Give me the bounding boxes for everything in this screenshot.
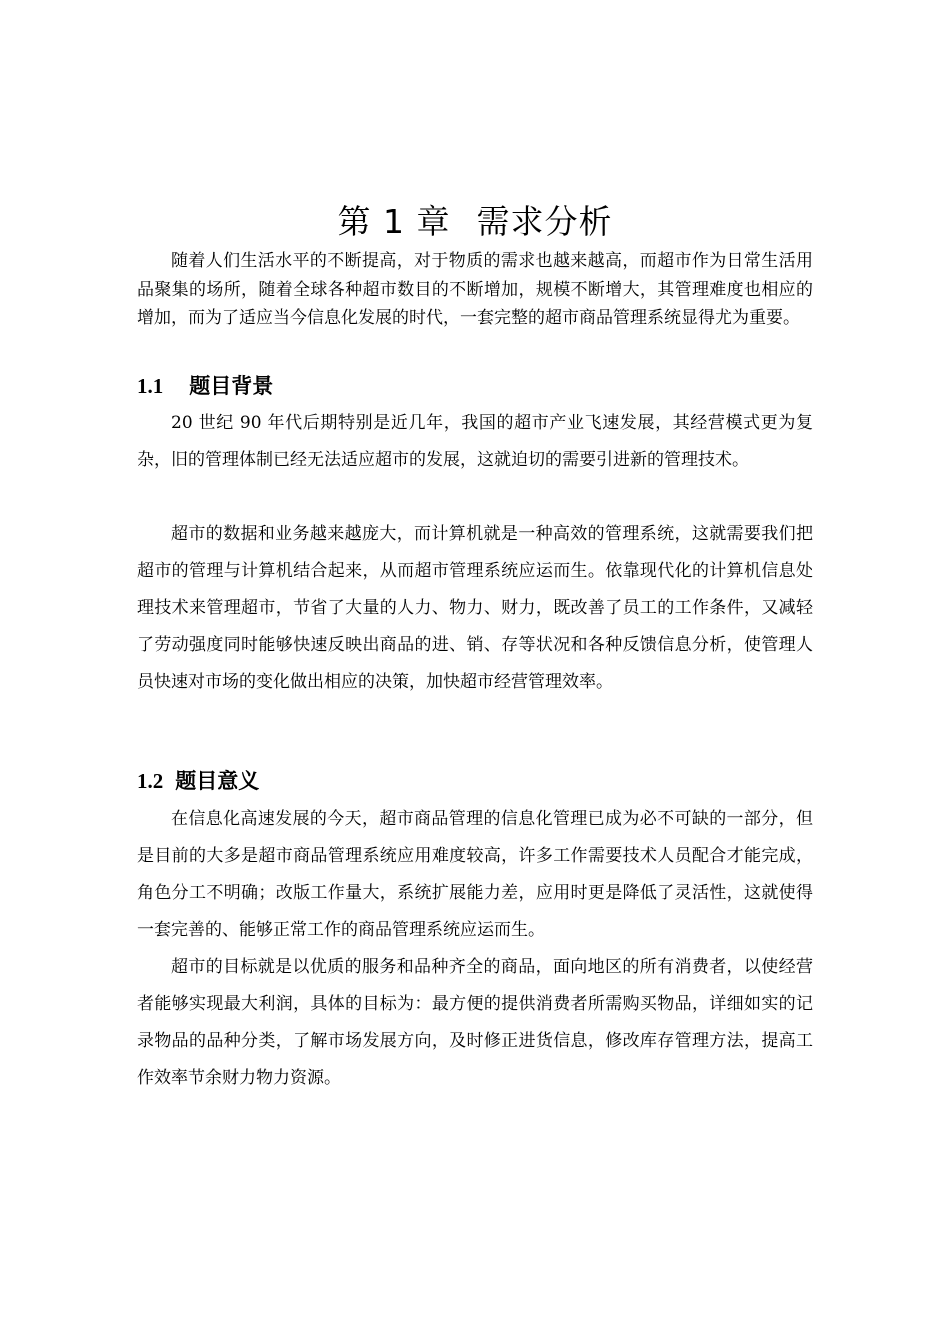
chapter-name: 需求分析 (476, 202, 613, 242)
section-1-2-title: 题目意义 (175, 769, 260, 793)
section-1-1-paragraph-2: 超市的数据和业务越来越庞大，而计算机就是一种高效的管理系统，这就需要我们把超市的管理与计算机结合起来，从而超市管理系统应运而生。依靠现代化的计算机信息处理技术来管理超市，节省了大量的人力、物力、财力，既改善了员工的工作条件，又减轻了劳动强度同时能够快速反映出商品的进、销、存等状况和各种反馈信息分析，使管理人员快速对市场的变化做出相应的决策，加快超市经营管理效率。 (137, 524, 813, 692)
section-1-2-heading (137, 766, 259, 796)
section-1-2-number: 1.2 (137, 769, 164, 793)
chapter-title (0, 198, 950, 246)
intro-paragraph: 随着人们生活水平的不断提高，对于物质的需求也越来越高，而超市作为日常生活用品聚集的场所，随着全球各种超市数目的不断增加，规模不断增大，其管理难度也相应的增加，而为了适应当今信息化发展的时代，一套完整的超市商品管理系统显得尤为重要。 (137, 251, 813, 328)
chapter-number: 第 1 章 (337, 202, 451, 242)
section-1-1-title: 题目背景 (189, 374, 274, 398)
section-1-1-heading (137, 371, 273, 401)
section-1-1-paragraph-1: 20 世纪 90 年代后期特别是近几年，我国的超市产业飞速发展，其经营模式更为复杂，旧的管理体制已经无法适应超市的发展，这就迫切的需要引进新的管理技术。 (137, 413, 813, 470)
section-1-2-paragraph-2: 超市的目标就是以优质的服务和品种齐全的商品，面向地区的所有消费者，以使经营者能够实现最大利润，具体的目标为：最方便的提供消费者所需购买物品，详细如实的记录物品的品种分类，了解市场发展方向，及时修正进货信息，修改库存管理方法，提高工作效率节余财力物力资源。 (137, 957, 813, 1088)
section-1-1-number: 1.1 (137, 374, 164, 398)
section-1-2-paragraph-1: 在信息化高速发展的今天，超市商品管理的信息化管理已成为必不可缺的一部分，但是目前的大多是超市商品管理系统应用难度较高，许多工作需要技术人员配合才能完成，角色分工不明确；改版工作量大，系统扩展能力差，应用时更是降低了灵活性，这就使得一套完善的、能够正常工作的商品管理系统应运而生。 (137, 809, 813, 940)
